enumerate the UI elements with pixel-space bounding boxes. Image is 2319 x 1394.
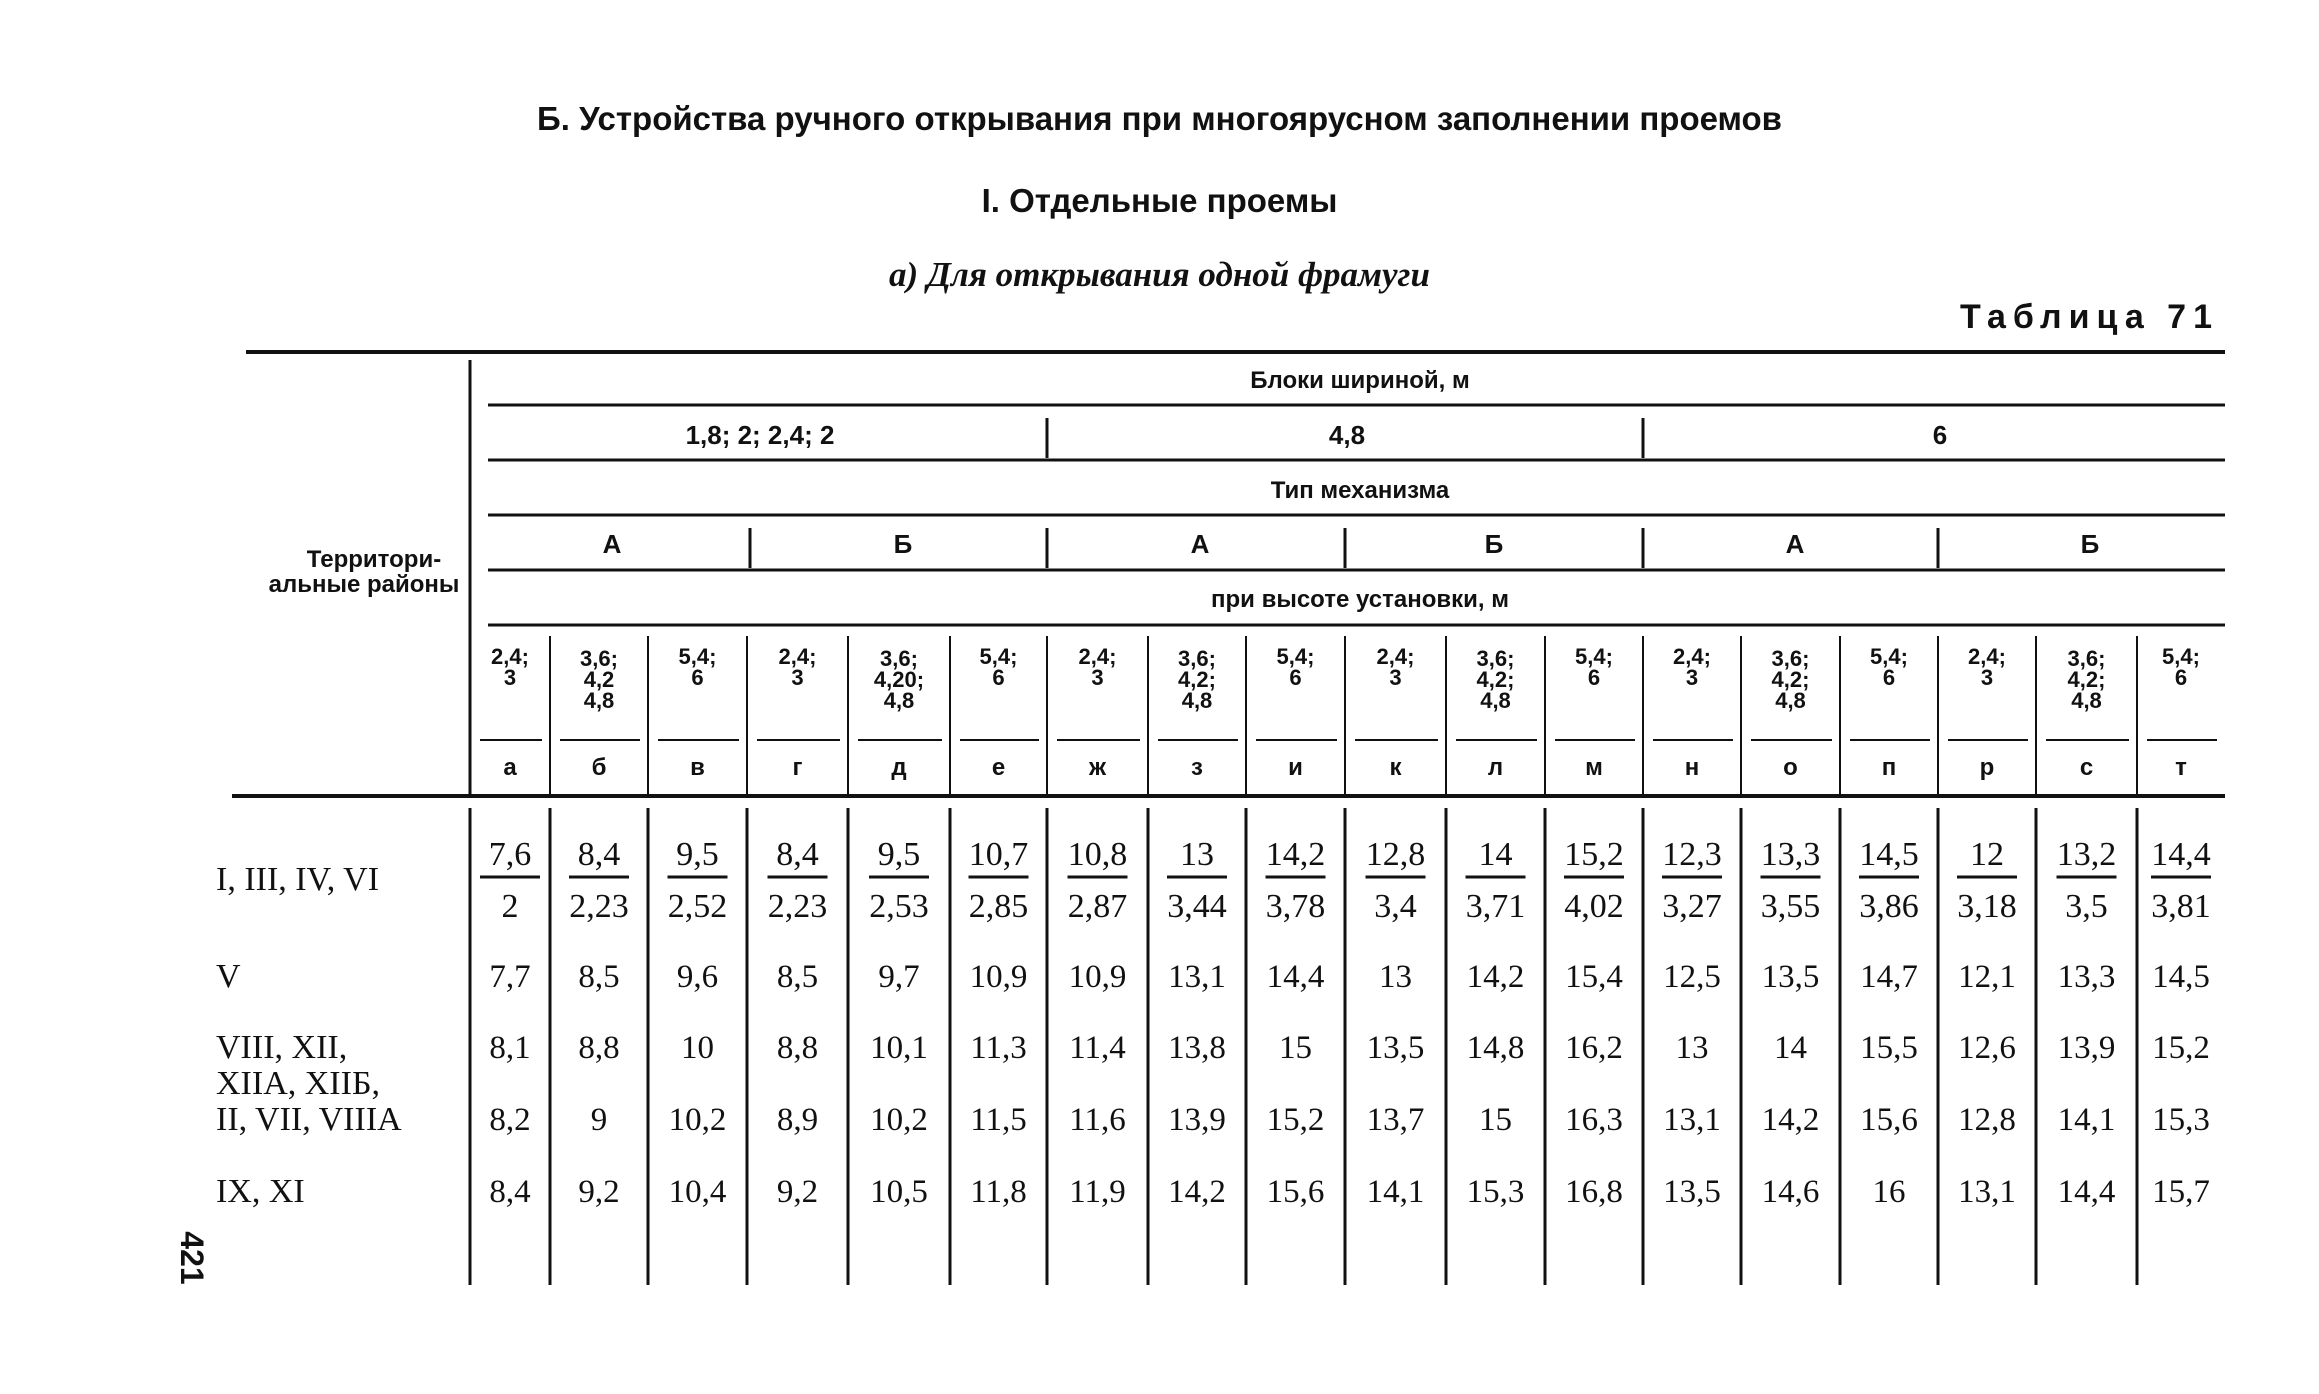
cell-value: 15,6 — [1266, 1174, 1325, 1210]
cell-value: 9,7 — [878, 959, 920, 995]
column-letter: п — [1881, 754, 1897, 781]
height-value: 3,6; — [580, 646, 618, 671]
cell-value: 8,5 — [776, 959, 819, 995]
column-letter: а — [503, 754, 517, 781]
column-letter: м — [1585, 754, 1603, 781]
height-value: 3,6; — [880, 646, 918, 671]
cell-value: 15,3 — [2152, 1102, 2210, 1138]
cell-value: 10,9 — [1068, 959, 1127, 995]
column-letter: о — [1783, 754, 1798, 781]
cell-value: 8,2 — [489, 1102, 531, 1138]
height-value: 2,4; — [1968, 644, 2006, 669]
height-value: 6 — [1882, 665, 1896, 690]
cell-value: 15 — [1479, 1102, 1512, 1138]
subsection-heading: I. Отдельные проемы — [981, 182, 1338, 219]
territory-row-label: IX, XI — [216, 1173, 305, 1210]
height-value: 3 — [1980, 665, 1994, 690]
cell-value: 14,2 — [1761, 1102, 1820, 1138]
column-letter: и — [1288, 754, 1303, 781]
territory-row-label: V — [216, 958, 241, 995]
cell-value: 14,1 — [2057, 1102, 2116, 1138]
height-value: 3,6; — [2067, 646, 2106, 671]
denominator-value: 3,86 — [1859, 888, 1919, 925]
height-value: 2,4; — [1673, 644, 1711, 669]
cell-value: 10,2 — [668, 1102, 727, 1138]
numerator-value: 12 — [1970, 836, 2004, 873]
height-value: 4,2 — [583, 667, 615, 692]
cell-value: 9,2 — [776, 1174, 819, 1210]
block-width-label: 4,8 — [1328, 420, 1366, 450]
cell-value: 14,8 — [1466, 1030, 1525, 1066]
numerator-value: 13,2 — [2056, 836, 2117, 873]
height-value: 3,6; — [1178, 646, 1216, 671]
height-value: 4,2; — [2067, 667, 2106, 692]
cell-value: 14,1 — [1366, 1174, 1425, 1210]
cell-value: 15,7 — [2152, 1174, 2210, 1210]
height-value: 4,8 — [2071, 688, 2102, 713]
cell-value: 10 — [681, 1030, 714, 1066]
denominator-value: 3,27 — [1662, 888, 1722, 925]
denominator-value: 2,87 — [1067, 888, 1128, 925]
height-value: 4,8 — [1480, 688, 1511, 713]
row-header-label: Территори- — [306, 546, 442, 573]
denominator-value: 4,02 — [1564, 888, 1624, 925]
height-value: 2,4; — [778, 644, 817, 669]
height-value: 3 — [1685, 665, 1699, 690]
mechanism-label: Б — [2080, 529, 2100, 559]
height-value: 5,4; — [979, 644, 1018, 669]
cell-value: 14,4 — [1266, 959, 1325, 995]
cell-value: 13,9 — [2057, 1030, 2116, 1066]
territory-row-label: XIIA, XIIБ, — [216, 1065, 380, 1102]
height-value: 4,8 — [883, 688, 915, 713]
height-value: 3,6; — [1476, 646, 1515, 671]
cell-value: 14,4 — [2057, 1174, 2116, 1210]
cell-value: 15,3 — [1466, 1174, 1525, 1210]
cell-value: 13,5 — [1761, 959, 1820, 995]
column-letter: р — [1979, 754, 1995, 781]
column-letter: б — [591, 754, 607, 781]
cell-value: 16 — [1872, 1174, 1906, 1210]
cell-value: 11,3 — [970, 1030, 1027, 1066]
denominator-value: 2,23 — [569, 888, 629, 925]
mechanism-label: А — [1785, 529, 1805, 559]
numerator-value: 10,8 — [1067, 836, 1128, 873]
cell-value: 13,3 — [2057, 959, 2116, 995]
cell-value: 8,5 — [578, 959, 620, 995]
cell-value: 13,7 — [1366, 1102, 1425, 1138]
numerator-value: 10,7 — [968, 836, 1029, 873]
mechanism-label: Б — [893, 529, 913, 559]
column-letter: т — [2175, 754, 2187, 781]
denominator-value: 3,55 — [1760, 888, 1821, 925]
numerator-value: 13,3 — [1760, 836, 1821, 873]
cell-value: 11,8 — [970, 1174, 1027, 1210]
column-letter: з — [1191, 754, 1203, 781]
denominator-value: 3,5 — [2065, 888, 2108, 925]
height-value: 3,6; — [1771, 646, 1810, 671]
cell-value: 16,2 — [1565, 1030, 1623, 1066]
cell-value: 15,6 — [1860, 1102, 1918, 1138]
cell-value: 9,6 — [676, 959, 719, 995]
column-letter: г — [792, 754, 803, 781]
numerator-value: 14,4 — [2151, 836, 2211, 873]
column-letter: д — [891, 754, 907, 781]
cell-value: 13,5 — [1366, 1030, 1425, 1066]
height-value: 5,4; — [1870, 644, 1908, 669]
territory-row-label: I, III, IV, VI — [216, 861, 380, 898]
cell-value: 12,6 — [1958, 1030, 2016, 1066]
denominator-value: 3,81 — [2151, 888, 2211, 925]
column-letter: е — [991, 754, 1006, 781]
height-value: 5,4; — [678, 644, 717, 669]
column-letter: к — [1389, 754, 1402, 781]
height-value: 4,8 — [1181, 688, 1213, 713]
numerator-value: 8,4 — [776, 836, 819, 873]
height-value: 6 — [2174, 665, 2188, 690]
cell-value: 7,7 — [489, 959, 531, 995]
height-value: 3 — [1389, 665, 1402, 690]
cell-value: 11,9 — [1069, 1174, 1126, 1210]
denominator-value: 2,23 — [767, 888, 828, 925]
height-value: 4,2; — [1771, 667, 1810, 692]
block-width-label: 1,8; 2; 2,4; 2 — [685, 420, 835, 450]
numerator-value: 15,2 — [1564, 836, 1624, 873]
cell-value: 16,3 — [1565, 1102, 1623, 1138]
height-value: 2,4; — [1376, 644, 1415, 669]
numerator-value: 7,6 — [488, 836, 532, 873]
section-heading: Б. Устройства ручного открывания при многоярусном заполнении проемов — [537, 100, 1782, 137]
numerator-value: 12,8 — [1365, 836, 1426, 873]
height-value: 6 — [691, 665, 704, 690]
column-letter: ж — [1088, 754, 1107, 781]
cell-value: 10,5 — [870, 1174, 928, 1210]
cell-value: 15,5 — [1860, 1030, 1918, 1066]
cell-value: 8,4 — [489, 1174, 531, 1210]
cell-value: 14 — [1774, 1030, 1807, 1066]
height-value: 4,8 — [1775, 688, 1806, 713]
cell-value: 11,4 — [1069, 1030, 1126, 1066]
cell-value: 13 — [1379, 959, 1412, 995]
height-value: 4,20; — [873, 667, 925, 692]
mechanism-label: А — [1190, 529, 1210, 559]
table-label: Таблица 71 — [1960, 298, 2219, 336]
mechanism-label: Б — [1484, 529, 1504, 559]
column-letter: в — [690, 754, 705, 781]
numerator-value: 12,3 — [1662, 836, 1722, 873]
cell-value: 14,7 — [1860, 959, 1918, 995]
block-width-label: 6 — [1932, 420, 1948, 450]
denominator-value: 2,85 — [968, 888, 1029, 925]
numerator-value: 14 — [1478, 836, 1513, 873]
denominator-value: 2 — [501, 888, 519, 925]
cell-value: 9,2 — [578, 1174, 620, 1210]
numerator-value: 8,4 — [577, 836, 621, 873]
cell-value: 10,2 — [870, 1102, 928, 1138]
subsubsection-heading: а) Для открывания одной фрамуги — [889, 255, 1430, 294]
height-value: 6 — [1587, 665, 1601, 690]
numerator-value: 9,5 — [877, 836, 921, 873]
cell-value: 8,8 — [578, 1030, 620, 1066]
cell-value: 13,5 — [1663, 1174, 1721, 1210]
cell-value: 14,2 — [1168, 1174, 1226, 1210]
cell-value: 11,5 — [970, 1102, 1027, 1138]
cell-value: 14,2 — [1466, 959, 1525, 995]
cell-value: 12,1 — [1958, 959, 2016, 995]
height-value: 5,4; — [2162, 644, 2200, 669]
cell-value: 13,1 — [1168, 959, 1226, 995]
height-value: 5,4; — [1575, 644, 1613, 669]
height-value: 3 — [791, 665, 804, 690]
mechanism-type-header: Тип механизма — [1270, 477, 1450, 504]
cell-value: 10,4 — [668, 1174, 727, 1210]
cell-value: 11,6 — [1069, 1102, 1126, 1138]
height-value: 6 — [1289, 665, 1302, 690]
cell-value: 15,4 — [1565, 959, 1623, 995]
row-header-label: альные районы — [268, 571, 460, 598]
denominator-value: 3,18 — [1957, 888, 2017, 925]
install-height-header: при высоте установки, м — [1211, 586, 1509, 613]
cell-value: 16,8 — [1565, 1174, 1623, 1210]
denominator-value: 3,78 — [1265, 888, 1326, 925]
cell-value: 10,1 — [870, 1030, 928, 1066]
cell-value: 15 — [1279, 1030, 1312, 1066]
cell-value: 13,1 — [1958, 1174, 2016, 1210]
denominator-value: 3,71 — [1465, 888, 1526, 925]
cell-value: 14,5 — [2152, 959, 2210, 995]
cell-value: 8,8 — [776, 1030, 819, 1066]
denominator-value: 3,44 — [1167, 888, 1227, 925]
height-value: 4,8 — [583, 688, 615, 713]
cell-value: 8,9 — [776, 1102, 819, 1138]
cell-value: 12,8 — [1958, 1102, 2016, 1138]
numerator-value: 9,5 — [676, 836, 719, 873]
cell-value: 14,6 — [1761, 1174, 1820, 1210]
height-value: 5,4; — [1276, 644, 1315, 669]
height-value: 3 — [1091, 665, 1104, 690]
cell-value: 13,9 — [1168, 1102, 1226, 1138]
column-letter: л — [1487, 754, 1504, 781]
height-value: 2,4; — [491, 644, 529, 669]
cell-value: 12,5 — [1663, 959, 1721, 995]
numerator-value: 13 — [1180, 836, 1214, 873]
cell-value: 13,1 — [1663, 1102, 1721, 1138]
numerator-value: 14,5 — [1859, 836, 1919, 873]
blocks-width-header: Блоки шириной, м — [1250, 367, 1470, 394]
denominator-value: 3,4 — [1374, 888, 1417, 925]
territory-row-label: II, VII, VIIIA — [216, 1101, 402, 1138]
denominator-value: 2,52 — [667, 888, 728, 925]
height-value: 6 — [992, 665, 1005, 690]
column-letter: с — [2079, 754, 2094, 781]
cell-value: 15,2 — [1266, 1102, 1325, 1138]
height-value: 3 — [503, 665, 517, 690]
column-letter: н — [1684, 754, 1700, 781]
cell-value: 13 — [1675, 1030, 1709, 1066]
height-value: 4,2; — [1178, 667, 1216, 692]
cell-value: 10,9 — [969, 959, 1028, 995]
cell-value: 8,1 — [489, 1030, 531, 1066]
page-number: 421 — [174, 1231, 210, 1285]
cell-value: 13,8 — [1168, 1030, 1226, 1066]
height-value: 4,2; — [1476, 667, 1515, 692]
mechanism-label: А — [602, 529, 622, 559]
height-value: 2,4; — [1078, 644, 1117, 669]
cell-value: 9 — [590, 1102, 608, 1138]
denominator-value: 2,53 — [869, 888, 929, 925]
territory-row-label: VIII, XII, — [216, 1029, 348, 1066]
numerator-value: 14,2 — [1265, 836, 1326, 873]
cell-value: 15,2 — [2152, 1030, 2210, 1066]
